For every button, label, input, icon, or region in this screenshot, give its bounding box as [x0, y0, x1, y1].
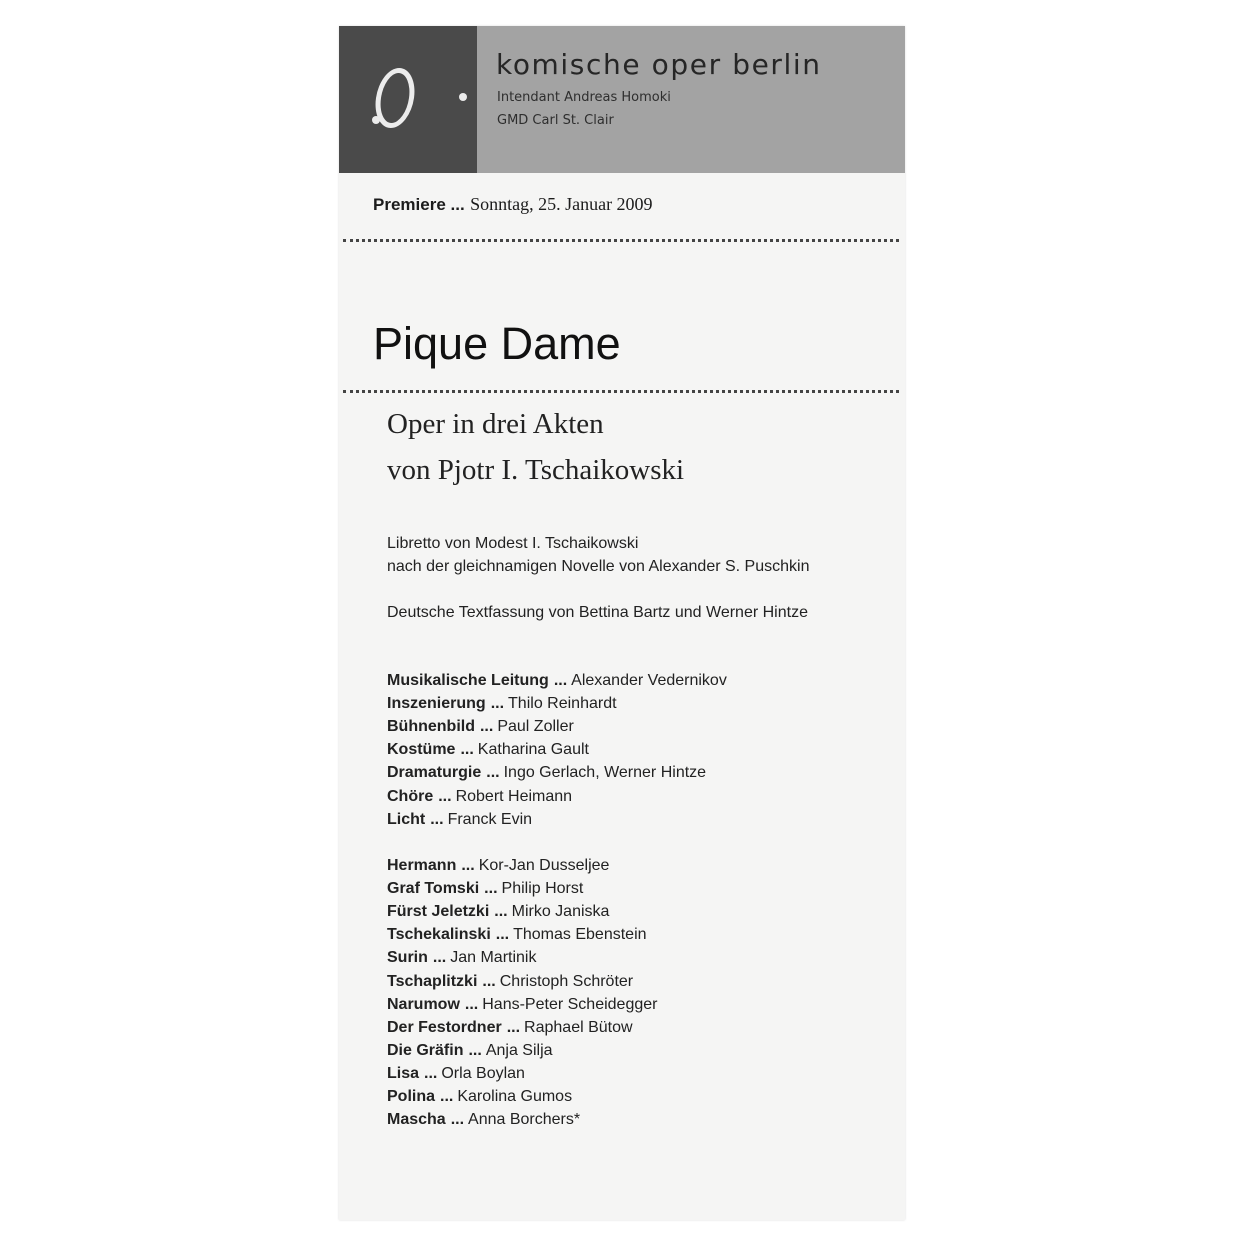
credit-separator: ... — [464, 995, 479, 1013]
credit-role: Dramaturgie — [387, 764, 482, 782]
team-row — [387, 695, 617, 713]
subtitle-line-2: von Pjotr I. Tschaikowski — [387, 454, 685, 486]
credit-role: Lisa — [387, 1064, 420, 1082]
credit-role: Hermann — [387, 857, 457, 874]
subtitle-line-1: Oper in drei Akten — [387, 408, 604, 440]
credit-separator: ... — [494, 903, 508, 921]
house-name: komische oper berlin — [496, 48, 822, 81]
credit-name: Mirko Janiska — [511, 903, 610, 921]
credit-name: Jan Martinik — [450, 949, 537, 967]
credit-separator: ... — [440, 1088, 454, 1105]
credit-separator: ... — [468, 1041, 482, 1059]
cast-row — [387, 880, 583, 898]
premiere-date: Sonntag, 25. Januar 2009 — [470, 194, 653, 214]
libretto-line-2: nach der gleichnamigen Novelle von Alexander S. Puschkin — [387, 558, 810, 575]
credit-role: Fürst Jeletzki — [387, 903, 490, 921]
cast-row — [387, 1088, 572, 1106]
credit-name: Christoph Schröter — [499, 972, 634, 990]
team-row — [387, 811, 532, 829]
intendant-line: Intendant Andreas Homoki — [497, 90, 671, 105]
credit-role: Inszenierung — [387, 695, 486, 713]
credit-role: Narumow — [387, 995, 460, 1013]
cast-row — [387, 949, 536, 967]
team-row — [387, 764, 706, 782]
credit-separator: ... — [506, 1018, 521, 1036]
credit-name: Robert Heimann — [455, 787, 573, 805]
team-row — [387, 788, 572, 806]
credit-name: Thomas Ebenstein — [513, 926, 647, 944]
credit-separator: ... — [430, 810, 444, 828]
page-title: Pique Dame — [373, 318, 621, 369]
logo-dot-icon — [372, 116, 380, 124]
credit-name: Paul Zoller — [497, 718, 574, 736]
logo-dot-icon — [459, 93, 467, 101]
credit-role: Tschekalinski — [387, 926, 491, 944]
credit-separator: ... — [486, 764, 500, 782]
cast-row — [387, 973, 633, 991]
dotted-divider — [343, 239, 899, 242]
cast-row — [387, 857, 609, 875]
credit-separator: ... — [490, 695, 505, 713]
credit-separator: ... — [479, 718, 494, 736]
cast-row — [387, 903, 609, 921]
credit-separator: ... — [484, 880, 498, 898]
credit-role: Musikalische Leitung — [387, 672, 549, 689]
credit-separator: ... — [495, 926, 510, 944]
credit-name: Orla Boylan — [441, 1064, 525, 1082]
cast-row — [387, 1065, 525, 1083]
credit-name: Anna Borchers* — [468, 1111, 581, 1129]
cast-row — [387, 1042, 553, 1060]
team-row — [387, 718, 574, 736]
program-leaflet — [339, 26, 905, 1220]
cast-row — [387, 1111, 580, 1129]
leaflet-header — [339, 26, 905, 173]
credit-role: Die Gräfin — [387, 1041, 464, 1059]
credit-role: Surin — [387, 949, 428, 967]
credit-separator: ... — [460, 741, 474, 759]
libretto-line-1: Libretto von Modest I. Tschaikowski — [387, 535, 639, 552]
dotted-divider — [343, 390, 899, 393]
credit-role: Bühnenbild — [387, 718, 475, 736]
credit-role: Graf Tomski — [387, 880, 480, 898]
translation-credit: Deutsche Textfassung von Bettina Bartz und Werner Hintze — [387, 604, 808, 621]
credit-name: Franck Evin — [447, 810, 533, 828]
credit-name: Anja Silja — [485, 1041, 553, 1059]
credit-name: Hans-Peter Scheidegger — [482, 995, 658, 1013]
credit-role: Licht — [387, 810, 426, 828]
gmd-line: GMD Carl St. Clair — [497, 113, 614, 128]
credit-name: Alexander Vedernikov — [571, 672, 727, 689]
credit-role: Tschaplitzki — [387, 972, 478, 990]
credit-role: Der Festordner — [387, 1018, 502, 1036]
house-info-block — [477, 26, 905, 173]
credit-role: Kostüme — [387, 741, 456, 759]
cast-row — [387, 996, 657, 1014]
credit-name: Karolina Gumos — [457, 1088, 573, 1105]
credit-separator: ... — [461, 857, 475, 874]
team-row — [387, 741, 589, 759]
credit-separator: ... — [482, 972, 496, 990]
credit-name: Philip Horst — [501, 880, 584, 898]
credit-name: Ingo Gerlach, Werner Hintze — [503, 764, 707, 782]
credit-name: Katharina Gault — [477, 741, 589, 759]
credit-separator: ... — [438, 787, 452, 805]
credit-separator: ... — [432, 949, 447, 967]
credit-role: Mascha — [387, 1111, 446, 1129]
credit-role: Chöre — [387, 787, 434, 805]
credit-name: Raphael Bütow — [524, 1018, 633, 1036]
credit-name: Thilo Reinhardt — [508, 695, 617, 713]
premiere-line — [373, 194, 653, 215]
credit-separator: ... — [424, 1064, 438, 1082]
team-row — [387, 672, 727, 690]
premiere-label: Premiere ... — [373, 195, 465, 214]
credit-name: Kor-Jan Dusseljee — [478, 857, 610, 874]
credit-role: Polina — [387, 1088, 436, 1105]
credit-separator: ... — [553, 672, 568, 689]
opera-logo — [339, 26, 477, 173]
cast-row — [387, 1019, 633, 1037]
credit-separator: ... — [450, 1111, 465, 1129]
cast-row — [387, 926, 647, 944]
